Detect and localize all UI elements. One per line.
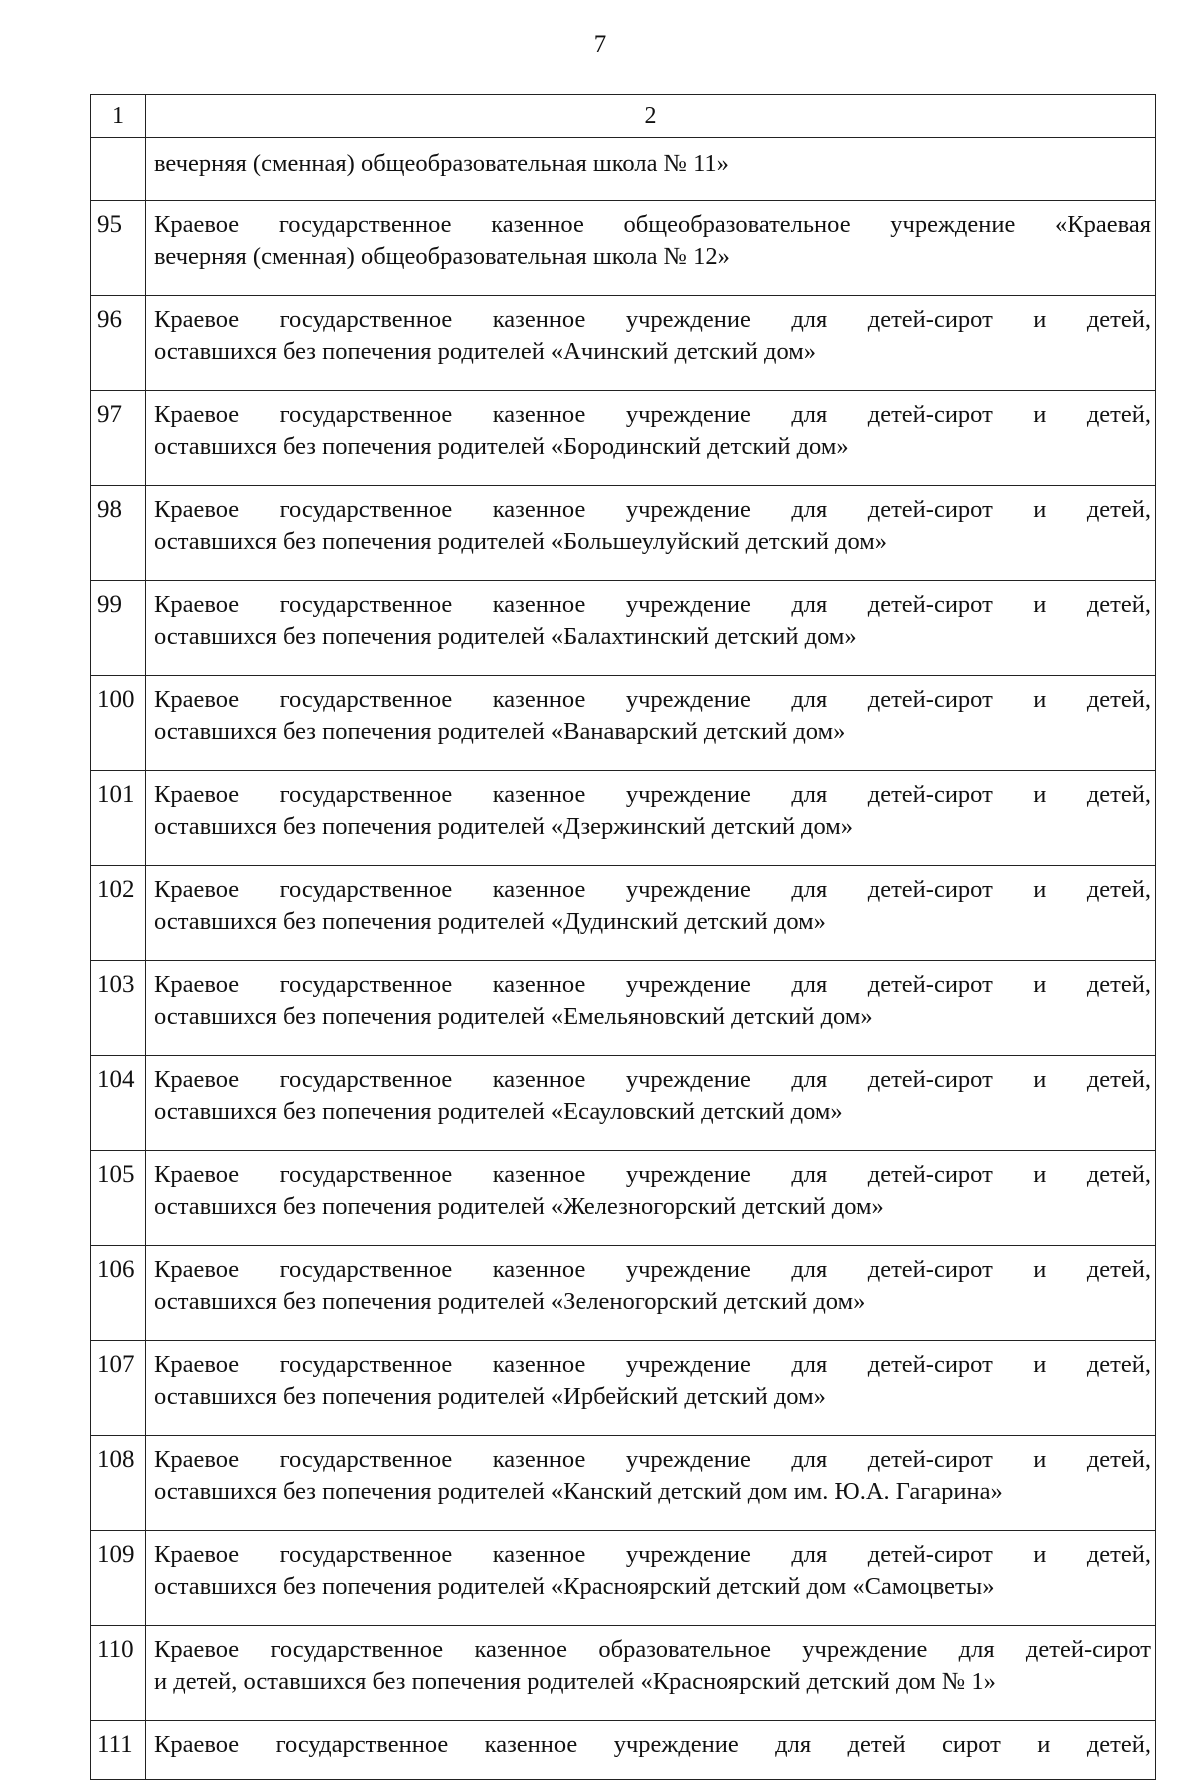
institution-name-cell [146, 1246, 1156, 1341]
table-row [91, 1151, 1156, 1246]
institution-name-line: оставшихся без попечения родителей «Железногорский детский дом» [154, 1193, 884, 1220]
header-cell-name: 2 [146, 95, 1156, 138]
row-number-cell: 111 [91, 1721, 146, 1780]
table-row [91, 138, 1156, 201]
table-header-row [91, 95, 1156, 138]
institution-name-line: оставшихся без попечения родителей «Ачинский детский дом» [154, 338, 817, 365]
institution-name-line: оставшихся без попечения родителей «Дзержинский детский дом» [154, 813, 854, 840]
institution-name-line: Краевое государственное казенное учреждение для детей-сирот и детей, [154, 1256, 1151, 1283]
institution-name-cell [146, 581, 1156, 676]
row-number-cell: 104 [91, 1056, 146, 1151]
institution-name-line: оставшихся без попечения родителей «Ванаварский детский дом» [154, 718, 846, 745]
institution-name-line: Краевое государственное казенное учреждение для детей-сирот и детей, [154, 401, 1151, 428]
row-number-cell: 99 [91, 581, 146, 676]
table-row [91, 486, 1156, 581]
row-number-cell [91, 138, 146, 201]
table-row [91, 581, 1156, 676]
institution-name-cell [146, 961, 1156, 1056]
institution-name-line: Краевое государственное казенное учреждение для детей-сирот и детей, [154, 876, 1151, 903]
table-row [91, 1436, 1156, 1531]
institution-name-line: оставшихся без попечения родителей «Канский детский дом им. Ю.А. Гагарина» [154, 1478, 1003, 1505]
institution-name-line: и детей, оставшихся без попечения родителей «Красноярский детский дом № 1» [154, 1668, 996, 1695]
institution-name-cell [146, 138, 1156, 201]
institution-name-line: Краевое государственное казенное учреждение для детей-сирот и детей, [154, 496, 1151, 523]
institution-name-line: Краевое государственное казенное учреждение для детей-сирот и детей, [154, 1446, 1151, 1473]
institution-name-line: оставшихся без попечения родителей «Красноярский детский дом «Самоцветы» [154, 1573, 995, 1600]
row-number-cell: 103 [91, 961, 146, 1056]
table-row [91, 1721, 1156, 1780]
institution-name-line: оставшихся без попечения родителей «Ирбейский детский дом» [154, 1383, 826, 1410]
institution-name-line: Краевое государственное казенное учреждение для детей-сирот и детей, [154, 971, 1151, 998]
institution-name-cell [146, 201, 1156, 296]
table-row [91, 1246, 1156, 1341]
table-row [91, 961, 1156, 1056]
institution-name-cell [146, 866, 1156, 961]
table-body [91, 95, 1156, 1780]
institution-name-line: оставшихся без попечения родителей «Балахтинский детский дом» [154, 623, 857, 650]
institution-name-cell [146, 296, 1156, 391]
institution-name-cell [146, 1151, 1156, 1246]
row-number-cell: 108 [91, 1436, 146, 1531]
table-row [91, 1056, 1156, 1151]
page-number: 7 [593, 31, 607, 58]
row-number-cell: 106 [91, 1246, 146, 1341]
header-cell-number: 1 [91, 95, 146, 138]
table-row [91, 391, 1156, 486]
institution-name-line: оставшихся без попечения родителей «Большеулуйский детский дом» [154, 528, 888, 555]
institution-name-line: Краевое государственное казенное учреждение для детей-сирот и детей, [154, 306, 1151, 333]
institution-name-cell [146, 676, 1156, 771]
institution-name-line: Краевое государственное казенное учреждение для детей-сирот и детей, [154, 1161, 1151, 1188]
institution-name-line: Краевое государственное казенное учреждение для детей-сирот и детей, [154, 591, 1151, 618]
institutions-table [90, 94, 1156, 1780]
row-number-cell: 102 [91, 866, 146, 961]
row-number-cell: 98 [91, 486, 146, 581]
institution-name-line: оставшихся без попечения родителей «Дудинский детский дом» [154, 908, 826, 935]
institution-name-cell [146, 1626, 1156, 1721]
row-number-cell: 101 [91, 771, 146, 866]
row-number-cell: 97 [91, 391, 146, 486]
institution-name-cell [146, 486, 1156, 581]
institution-name-line: Краевое государственное казенное учреждение для детей-сирот и детей, [154, 1541, 1151, 1568]
table-row [91, 1341, 1156, 1436]
row-number-cell: 96 [91, 296, 146, 391]
table-row [91, 866, 1156, 961]
institution-name-line: Краевое государственное казенное учреждение для детей-сирот и детей, [154, 1066, 1151, 1093]
institution-name-cell [146, 1341, 1156, 1436]
row-number-cell: 100 [91, 676, 146, 771]
institution-name-line: оставшихся без попечения родителей «Бородинский детский дом» [154, 433, 849, 460]
institution-name-line: оставшихся без попечения родителей «Есауловский детский дом» [154, 1098, 843, 1125]
table-row [91, 296, 1156, 391]
table-row [91, 676, 1156, 771]
row-number-cell: 110 [91, 1626, 146, 1721]
institution-name-cell [146, 391, 1156, 486]
institution-name-cell [146, 1531, 1156, 1626]
row-number-cell: 107 [91, 1341, 146, 1436]
institution-name-line: оставшихся без попечения родителей «Зеленогорский детский дом» [154, 1288, 866, 1315]
row-number-cell: 109 [91, 1531, 146, 1626]
institution-name-line: Краевое государственное казенное учреждение для детей-сирот и детей, [154, 781, 1151, 808]
table-row [91, 201, 1156, 296]
institution-name-line: вечерняя (сменная) общеобразовательная школа № 12» [154, 243, 730, 270]
institution-name-line: вечерняя (сменная) общеобразовательная школа № 11» [154, 150, 729, 177]
table-row [91, 771, 1156, 866]
institution-name-cell [146, 1436, 1156, 1531]
row-number-cell: 105 [91, 1151, 146, 1246]
table-row [91, 1531, 1156, 1626]
institution-name-line: Краевое государственное казенное общеобразовательное учреждение «Краевая [154, 211, 1151, 238]
institution-name-line: Краевое государственное казенное учреждение для детей-сирот и детей, [154, 686, 1151, 713]
institution-name-cell [146, 1721, 1156, 1780]
institution-name-line: Краевое государственное казенное учреждение для детей сирот и детей, [154, 1731, 1151, 1758]
institution-name-cell [146, 771, 1156, 866]
institution-name-line: Краевое государственное казенное учреждение для детей-сирот и детей, [154, 1351, 1151, 1378]
table-row [91, 1626, 1156, 1721]
institution-name-line: Краевое государственное казенное образовательное учреждение для детей-сирот [154, 1636, 1151, 1663]
row-number-cell: 95 [91, 201, 146, 296]
institution-name-cell [146, 1056, 1156, 1151]
institution-name-line: оставшихся без попечения родителей «Емельяновский детский дом» [154, 1003, 873, 1030]
